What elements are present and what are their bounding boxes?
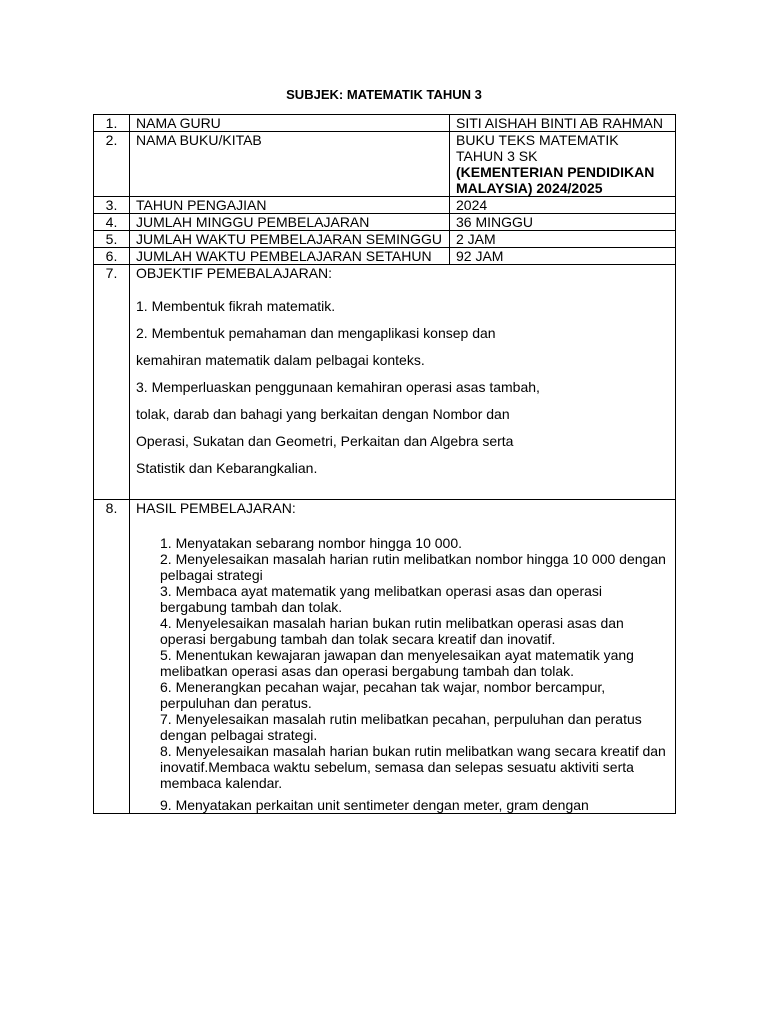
row-value: 2 JAM (450, 231, 676, 248)
list-item: 7. Menyelesaikan masalah rutin melibatkan pecahan, perpuluhan dan peratus dengan pelbagai strategi. (160, 711, 642, 743)
objektif-cell (130, 265, 676, 500)
row-label: JUMLAH MINGGU PEMBELAJARAN (130, 214, 450, 231)
row-label: TAHUN PENGAJIAN (130, 197, 450, 214)
table-row (94, 248, 676, 265)
info-table (93, 114, 676, 814)
row-value-bold: (KEMENTERIAN PENDIDIKAN MALAYSIA) 2024/2025 (456, 164, 655, 196)
row-number: 4. (94, 214, 130, 231)
objektif-line: tolak, darab dan bahagi yang berkaitan dengan Nombor dan (136, 406, 510, 422)
hasil-label: HASIL PEMBELAJARAN: (136, 500, 296, 516)
hasil-list (136, 535, 669, 813)
row-number: 1. (94, 115, 130, 132)
row-value: BUKU TEKS MATEMATIK TAHUN 3 SK (456, 132, 619, 164)
list-item: 9. Menyatakan perkaitan unit sentimeter dengan meter, gram dengan (160, 797, 589, 813)
table-row (94, 214, 676, 231)
table-row (94, 115, 676, 132)
list-item: 3. Membaca ayat matematik yang melibatkan operasi asas dan operasi bergabung tambah dan tolak. (160, 583, 603, 615)
table-row (94, 231, 676, 248)
row-number: 8. (94, 500, 130, 814)
row-number: 7. (94, 265, 130, 500)
row-value: 2024 (450, 197, 676, 214)
list-item: 2. Menyelesaikan masalah harian rutin melibatkan nombor hingga 10 000 dengan pelbagai strategi (160, 551, 666, 583)
row-number: 3. (94, 197, 130, 214)
table-row-objektif (94, 265, 676, 500)
row-number: 6. (94, 248, 130, 265)
row-label: NAMA BUKU/KITAB (130, 132, 450, 197)
objektif-line: 3. Memperluaskan penggunaan kemahiran operasi asas tambah, (136, 379, 540, 395)
row-label: NAMA GURU (130, 115, 450, 132)
objektif-line: Statistik dan Kebarangkalian. (136, 460, 318, 476)
row-number: 2. (94, 132, 130, 197)
row-number: 5. (94, 231, 130, 248)
hasil-cell (130, 500, 676, 814)
objektif-line: 2. Membentuk pemahaman dan mengaplikasi konsep dan (136, 325, 496, 341)
row-value: SITI AISHAH BINTI AB RAHMAN (450, 115, 676, 132)
row-label: JUMLAH WAKTU PEMBELAJARAN SEMINGGU (130, 231, 450, 248)
objektif-line: 1. Membentuk fikrah matematik. (136, 298, 336, 314)
list-item: 6. Menerangkan pecahan wajar, pecahan tak wajar, nombor bercampur, perpuluhan dan peratus. (160, 679, 606, 711)
row-value: 36 MINGGU (450, 214, 676, 231)
list-item: 8. Menyelesaikan masalah harian bukan rutin melibatkan wang secara kreatif dan inovatif.Membaca waktu sebelum, semasa dan selepas sesuatu aktiviti serta membaca kalendar. (160, 743, 666, 791)
row-value-cell (450, 132, 676, 197)
objektif-line: kemahiran matematik dalam pelbagai konteks. (136, 352, 425, 368)
table-row (94, 197, 676, 214)
list-item: 4. Menyelesaikan masalah harian bukan rutin melibatkan operasi asas dan operasi bergabung tambah dan tolak secara kreatif dan inovatif. (160, 615, 624, 647)
document-title: SUBJEK: MATEMATIK TAHUN 3 (286, 87, 482, 102)
list-item: 1. Menyatakan sebarang nombor hingga 10 000. (160, 535, 462, 551)
list-item: 5. Menentukan kewajaran jawapan dan menyelesaikan ayat matematik yang melibatkan operasi asas dan operasi bergabung tambah dan tolak. (160, 647, 634, 679)
row-value: 92 JAM (450, 248, 676, 265)
table-row (94, 132, 676, 197)
row-label: JUMLAH WAKTU PEMBELAJARAN SETAHUN (130, 248, 450, 265)
objektif-line: Operasi, Sukatan dan Geometri, Perkaitan dan Algebra serta (136, 433, 514, 449)
objektif-label: OBJEKTIF PEMEBALAJARAN: (136, 265, 333, 281)
table-row-hasil (94, 500, 676, 814)
